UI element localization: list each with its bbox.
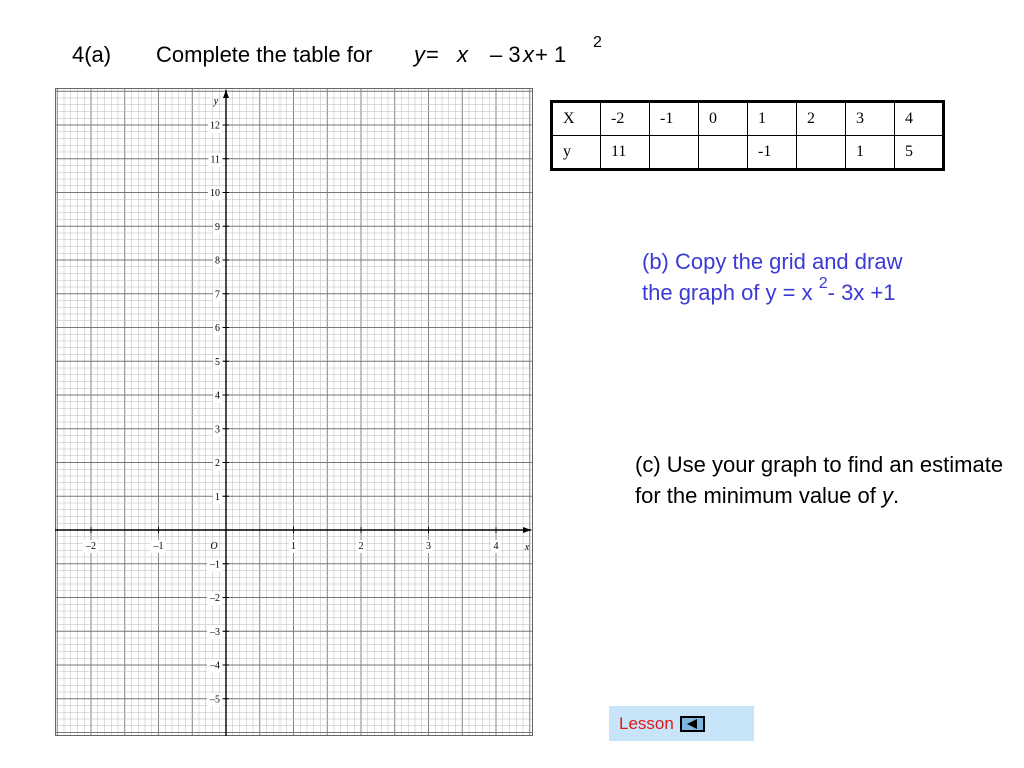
y-tick-label: –1 xyxy=(210,559,220,571)
y-tick-label: –5 xyxy=(210,694,220,706)
table-cell xyxy=(797,136,846,170)
table-cell: 11 xyxy=(601,136,650,170)
equation-y: y xyxy=(414,42,425,67)
question-text: Complete the table for xyxy=(156,42,373,67)
part-c-instruction xyxy=(635,449,1015,511)
y-tick-label: 5 xyxy=(215,356,220,368)
x-axis-label: x xyxy=(524,542,530,553)
y-tick-label: –2 xyxy=(210,593,220,604)
y-tick-label: 6 xyxy=(215,323,220,334)
y-tick-label: 2 xyxy=(215,458,220,469)
y-tick-label: –4 xyxy=(210,660,220,672)
y-tick-label: 10 xyxy=(210,188,220,199)
x-tick-label: –1 xyxy=(153,541,164,552)
table-cell: 0 xyxy=(699,102,748,136)
y-tick-label: 9 xyxy=(215,221,220,233)
y-tick-label: 11 xyxy=(210,154,220,166)
values-table xyxy=(550,100,945,171)
part-b-superscript: 2 xyxy=(818,275,828,292)
y-tick-label: 8 xyxy=(215,255,220,267)
y-tick-label: 3 xyxy=(215,424,220,436)
table-cell: X xyxy=(552,102,601,136)
part-b-line2-text: the graph of y = x xyxy=(642,280,819,305)
table-cell xyxy=(650,136,699,170)
table-cell: -1 xyxy=(650,102,699,136)
table-cell: -1 xyxy=(748,136,797,170)
lesson-button[interactable] xyxy=(609,706,754,741)
x-tick-label: 1 xyxy=(291,541,296,552)
y-tick-label: 4 xyxy=(215,390,220,402)
equation-x2: x xyxy=(523,42,534,67)
back-arrow-icon xyxy=(680,716,705,732)
table-cell: 5 xyxy=(895,136,944,170)
equation-superscript: 2 xyxy=(593,34,602,51)
table-row xyxy=(552,136,944,170)
question-number: 4(a) xyxy=(72,42,112,67)
table-cell: -2 xyxy=(601,102,650,136)
origin-label: O xyxy=(210,541,218,552)
y-tick-label: 7 xyxy=(215,289,220,301)
y-tick-label: 1 xyxy=(215,491,220,503)
part-c-text: (c) Use your graph to find an estimate for the minimum value of xyxy=(635,452,1004,508)
x-tick-label: –2 xyxy=(86,541,96,552)
equation-tail: + 1 xyxy=(535,42,567,67)
table-cell: 4 xyxy=(895,102,944,136)
y-tick-label: 12 xyxy=(210,120,220,132)
table-cell: 1 xyxy=(846,136,895,170)
part-c-end: . xyxy=(892,483,900,508)
equation-equals: = xyxy=(426,42,439,67)
table-cell: 1 xyxy=(748,102,797,136)
y-axis-label: y xyxy=(213,96,219,107)
equation-minus: – 3 xyxy=(490,42,521,67)
part-b-line2 xyxy=(642,277,902,311)
part-c-var: y xyxy=(881,483,893,508)
part-b-line2-end: - 3x +1 xyxy=(827,280,896,305)
table-cell xyxy=(699,136,748,170)
x-tick-label: 3 xyxy=(426,541,431,552)
equation-x: x xyxy=(457,42,468,67)
x-tick-label: 4 xyxy=(493,541,499,552)
part-b-instruction xyxy=(642,246,902,311)
lesson-label: Lesson xyxy=(619,713,674,733)
table-row xyxy=(552,102,944,136)
part-b-line1: (b) Copy the grid and draw xyxy=(642,249,903,274)
table-cell: 3 xyxy=(846,102,895,136)
table-cell: 2 xyxy=(797,102,846,136)
x-tick-label: 2 xyxy=(358,541,364,552)
table-cell: y xyxy=(552,136,601,170)
y-tick-label: –3 xyxy=(210,626,220,638)
graph-paper xyxy=(55,88,533,736)
